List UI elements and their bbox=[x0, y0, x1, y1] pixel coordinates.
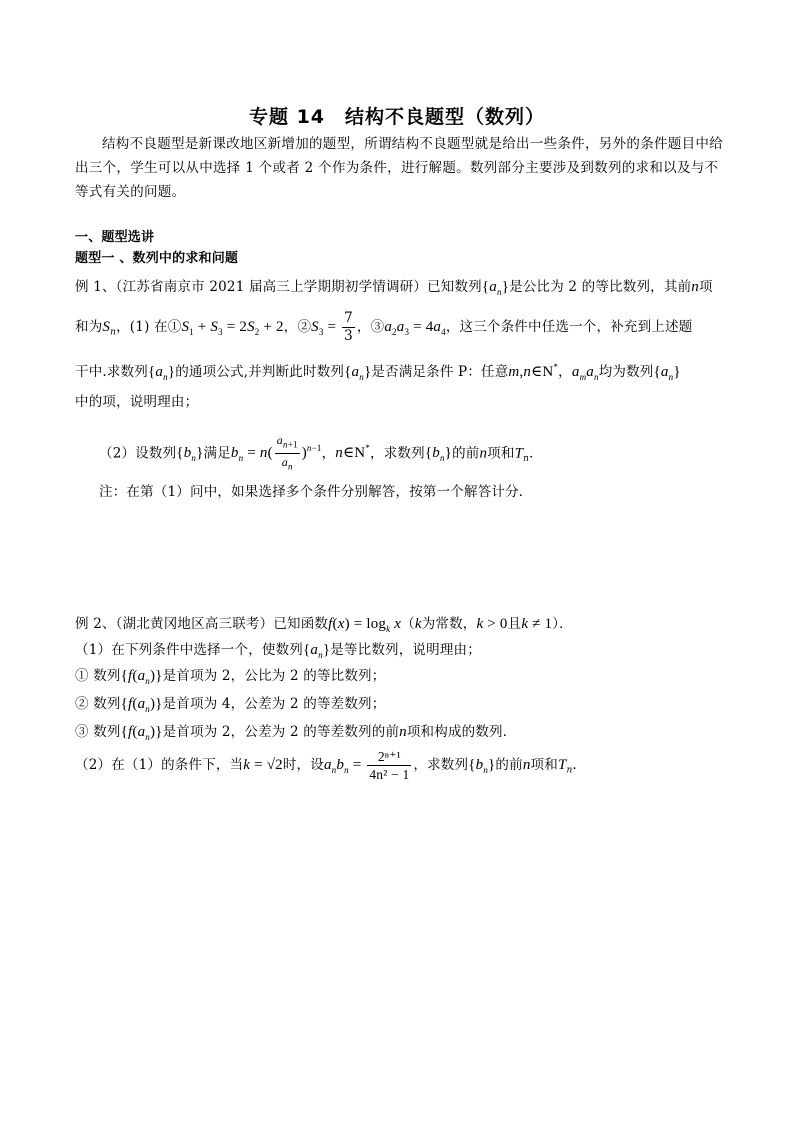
ex2-text: 时，设 bbox=[282, 757, 324, 773]
ex1-text: ． bbox=[529, 445, 543, 462]
ex1-text: （2）设数列 bbox=[99, 445, 177, 462]
ex1-text: 满足 bbox=[203, 445, 231, 462]
ex2-text: ① 数列 bbox=[75, 668, 121, 684]
ex2-text: （ bbox=[401, 616, 415, 632]
fraction-7-3 bbox=[342, 310, 355, 345]
ex2-cond2: ② 数列$\{f(a_n)\}$是首项为 4，公差为 2 的等差数列； bbox=[75, 696, 386, 714]
ex1-text: ，求数列 bbox=[370, 445, 425, 462]
ex2-text: ，求数列 bbox=[413, 757, 469, 773]
ex2-text: 且 bbox=[507, 616, 522, 632]
ex1-line4: 中的项，说明理由； bbox=[75, 394, 199, 410]
ex1-text: ，这三个条件中任选一个，补充到上述题 bbox=[445, 319, 693, 335]
frac-den: 4n² − 1 bbox=[369, 767, 410, 782]
ex1-text: 是否满足条件 P：任意 bbox=[371, 364, 509, 380]
ex2-text: 是首项为 2，公比为 2 的等比数列； bbox=[162, 668, 386, 684]
ex2-line3: （2）在（1）的条件下，当k = √2时，设$a_nb_n$ = $\frac{\text{2ⁿ⁺¹}}{\text{4n² − 1}}$ ，求数列$\{b_n\}$的前n项和$T_n$． bbox=[75, 749, 587, 782]
fraction-ratio: $\frac{a_{n+1}}{a_n}$ bbox=[276, 433, 298, 472]
ex1-note: 注：在第（1）问中，如果选择多个条件分别解答，按第一个解答计分． bbox=[99, 484, 533, 500]
ex2-line1: 例 2、（湖北黄冈地区高三联考）已知函数$f(x) = \log_k x(k$为常数，k > 0且k ≠ 1）． bbox=[75, 616, 573, 634]
ex1-text: ，③ bbox=[356, 319, 385, 335]
intro-paragraph: 结构不良题型是新课改地区新增加的题型，所谓结构不良题型就是给出一些条件，另外的条件题目中给出三个，学生可以从中选择 1 个或者 2 个作为条件，进行解题。数列部分主要涉及到数列的求和以及与不等式有关的问题。 bbox=[75, 136, 723, 200]
type-heading: 题型一 、数列中的求和问题 bbox=[75, 251, 239, 266]
ex2-text: 例 2、（湖北黄冈地区高三联考）已知函数 bbox=[75, 616, 329, 632]
ex2-text: 是首项为 2，公差为 2 的等差数列的前 bbox=[162, 724, 400, 740]
ex2-text: 的前 bbox=[495, 757, 523, 773]
ex1-line3: 干中.求数列$\{a_n\}$的通项公式,并判断此时数列$\{a_n\}$是否满足条件 P：任意m,n∈N*，$a_ma_n$均为数列$\{a_n\}$ bbox=[75, 362, 681, 382]
ex1-text: 干中.求数列 bbox=[75, 364, 148, 380]
fraction-bn bbox=[367, 748, 411, 783]
ex2-cond3: ③ 数列$\{f(a_n)\}$是首项为 2，公差为 2 的等差数列的前n项和构成的数列． bbox=[75, 724, 517, 742]
ex2-text: 是首项为 4，公差为 2 的等差数列； bbox=[162, 696, 386, 712]
ex2-cond1: ① 数列$\{f(a_n)\}$是首项为 2，公比为 2 的等比数列； bbox=[75, 668, 386, 686]
ex1-line2: 和为$S_n$，(1) 在$①S_1 + S_3 = 2S_2 + 2$，$②S_3$ = $\frac{7}{3}$ ，$③a_2a_3 = 4a_4$，这三个条件中任选一个，补充到上述题 bbox=[75, 310, 693, 344]
ex2-text: （2）在（1）的条件下，当 bbox=[75, 757, 244, 773]
ex2-text: ② 数列 bbox=[75, 696, 121, 712]
ex1-text: 均为数列 bbox=[598, 364, 654, 380]
ex2-text: 项和 bbox=[530, 757, 558, 773]
ex2-text: 项和构成的数列． bbox=[406, 724, 517, 740]
ex2-text: ． bbox=[572, 757, 587, 773]
ex1-text: 是公比为 2 的等比数列，其前 bbox=[509, 279, 692, 295]
ex2-text: 是等比数列，说明理由； bbox=[330, 642, 481, 658]
ex2-text: ③ 数列 bbox=[75, 724, 121, 740]
ex1-line5: （2）设数列$\{b_n\}$满足$b_n = n$( $\frac{a_{n+1}}{a_n}$ )$^{n-1}$，n∈N*，求数列$\{b_n\}$的前n项和$T_n$． bbox=[99, 432, 543, 476]
frac-den: 3 bbox=[344, 328, 353, 344]
ex1-text: 的前 bbox=[452, 445, 480, 462]
ex2-text: 为常数， bbox=[421, 616, 477, 632]
ex1-text: 和为 bbox=[75, 319, 103, 335]
ex1-text: 项 bbox=[698, 279, 713, 295]
ex1-text: 的通项公式,并判断此时数列 bbox=[175, 364, 345, 380]
frac-num: 2ⁿ⁺¹ bbox=[367, 748, 411, 766]
frac-num: 7 bbox=[344, 310, 353, 326]
ex2-text: ）． bbox=[552, 616, 573, 632]
ex1-text: 例 1、（江苏省南京市 2021 届高三上学期期初学情调研）已知数列 bbox=[75, 279, 482, 295]
section-heading: 一、题型选讲 bbox=[75, 230, 155, 245]
ex1-text: ，② bbox=[283, 319, 312, 335]
page-title: 专题 14 结构不良题型（数列） bbox=[248, 106, 546, 128]
ex2-text: （1）在下列条件中选择一个，使数列 bbox=[75, 642, 303, 658]
ex2-line2: （1）在下列条件中选择一个，使数列$\{a_n\}$是等比数列，说明理由； bbox=[75, 642, 481, 660]
ex1-text: ，(1) 在① bbox=[116, 319, 182, 335]
ex1-text: ， bbox=[321, 445, 336, 462]
ex1-text: 项和 bbox=[487, 445, 515, 462]
ex1-line1: 例 1、（江苏省南京市 2021 届高三上学期期初学情调研）已知数列$\{a_n\}$是公比为 2 的等比数列，其前n项 bbox=[75, 279, 713, 297]
